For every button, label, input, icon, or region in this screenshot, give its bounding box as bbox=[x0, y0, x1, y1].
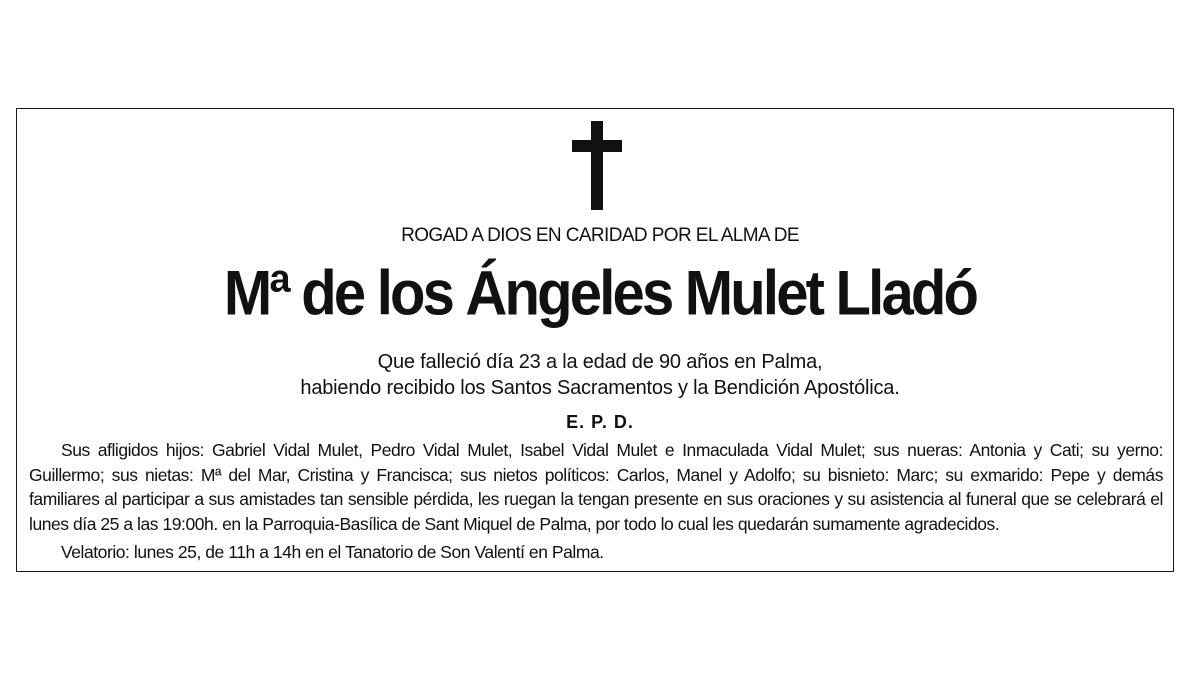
death-details-line-2: habiendo recibido los Santos Sacramentos y la Bendición Apostólica. bbox=[300, 377, 900, 399]
cross-icon bbox=[572, 121, 622, 211]
wake-details: Velatorio: lunes 25, de 11h a 14h en el Tanatorio de Son Valentí en Palma. bbox=[61, 542, 604, 562]
death-details-line-1: Que falleció día 23 a la edad de 90 años en Palma, bbox=[377, 351, 823, 373]
deceased-name: Mª de los Ángeles Mulet Lladó bbox=[223, 258, 977, 329]
family-announcement: Sus afligidos hijos: Gabriel Vidal Mulet, Pedro Vidal Mulet, Isabel Vidal Mulet e Inmaculada Vidal Mulet; sus nueras: Antonia y Cati; su yerno: Guillermo; sus nietas: Mª del Mar, Cristina y Francisca; sus nietos políticos: Carlos, Manel y Adolfo; su bisnieto: Marc; su exmarido: Pepe y demás familiares al participar a sus amistades tan sensible pérdida, les ruegan la tengan presente en sus oraciones y su asistencia al funeral que se celebrará el lunes día 25 a las 19:00h. en la Parroquia-Basílica de Sant Miquel de Palma, por todo lo cual les quedarán sumamente agradecidos. bbox=[29, 440, 1163, 534]
epd-label: E. P. D. bbox=[566, 412, 634, 432]
prayer-heading: ROGAD A DIOS EN CARIDAD POR EL ALMA DE bbox=[401, 225, 799, 246]
